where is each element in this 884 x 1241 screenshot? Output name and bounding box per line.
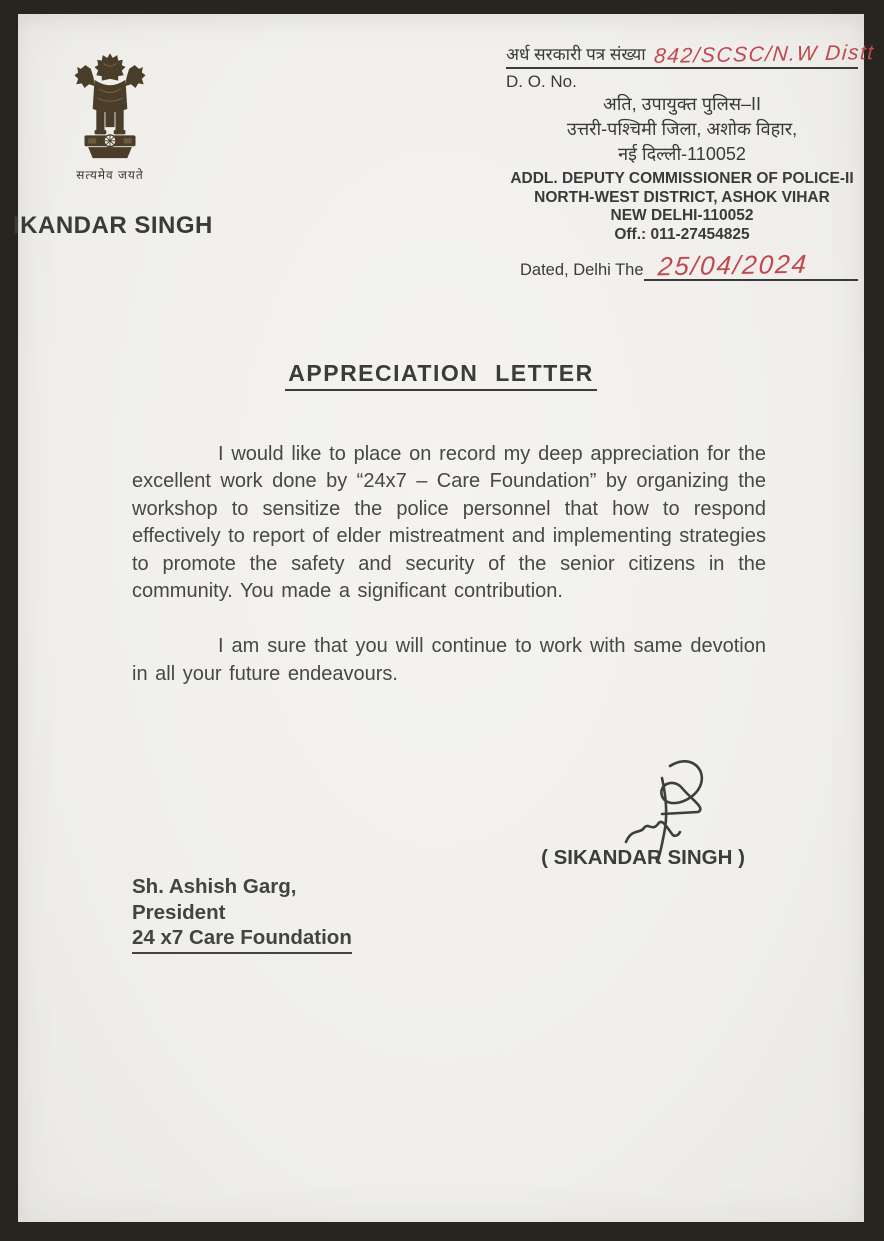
letter-title: [18, 360, 864, 387]
signatory-name: ( SIKANDAR SINGH ): [541, 846, 745, 869]
office-line-hindi: उत्तरी-पश्चिमी जिला, अशोक विहार,: [566, 119, 798, 139]
office-line-english: NORTH-WEST DISTRICT, ASHOK VIHAR: [534, 188, 830, 206]
addressee-name: Sh. Ashish Garg,: [132, 875, 297, 898]
office-line-hindi: अति, उपायुक्त पुलिस–II: [602, 94, 762, 114]
do-no-label: D. O. No.: [506, 72, 577, 91]
letter-paragraph: I am sure that you will continue to work with same devotion in all your future endeavours.: [132, 635, 766, 685]
dated-row: [506, 248, 858, 282]
emblem-motto: सत्यमेव जयते: [76, 168, 144, 182]
office-phone: Off.: 011-27454825: [614, 225, 750, 243]
letter-body: [132, 441, 766, 688]
sender-name: IKANDAR SINGH: [13, 212, 213, 239]
dated-label: Dated, Delhi The: [520, 261, 644, 279]
file-number-label: अर्ध सरकारी पत्र संख्या: [506, 45, 646, 64]
office-line-english: NEW DELHI-110052: [610, 207, 754, 224]
addressee-block: [132, 874, 352, 954]
emblem-of-india: [56, 52, 164, 183]
office-line-hindi: नई दिल्ली-110052: [618, 144, 746, 164]
ashoka-lion-capital-icon: [69, 52, 151, 164]
letterhead-right: [506, 41, 876, 282]
letter-paper: [13, 14, 876, 1222]
date-underline: [644, 248, 858, 282]
office-line-english: ADDL. DEPUTY COMMISSIONER OF POLICE-II: [510, 170, 854, 187]
addressee-organization: 24 x7 Care Foundation: [132, 925, 352, 954]
letter-title-text: APPRECIATION LETTER: [285, 360, 596, 391]
file-number-handwritten: 842/SCSC/N.W Distt: [652, 41, 876, 68]
file-number-row: [506, 41, 876, 69]
office-block-english: [506, 170, 858, 244]
addressee-title: President: [132, 900, 226, 924]
date-handwritten: 25/04/2024: [656, 248, 809, 282]
letter-paragraph: I would like to place on record my deep appreciation for the excellent work done by “24x7 – Care Foundation” by organizing the workshop to sensitize the police personnel that how to respond effectively to report of elder mistreatment and implementing strategies to promote the safety and security of the senior citizens in the community. You made a significant contribution.: [132, 443, 766, 603]
